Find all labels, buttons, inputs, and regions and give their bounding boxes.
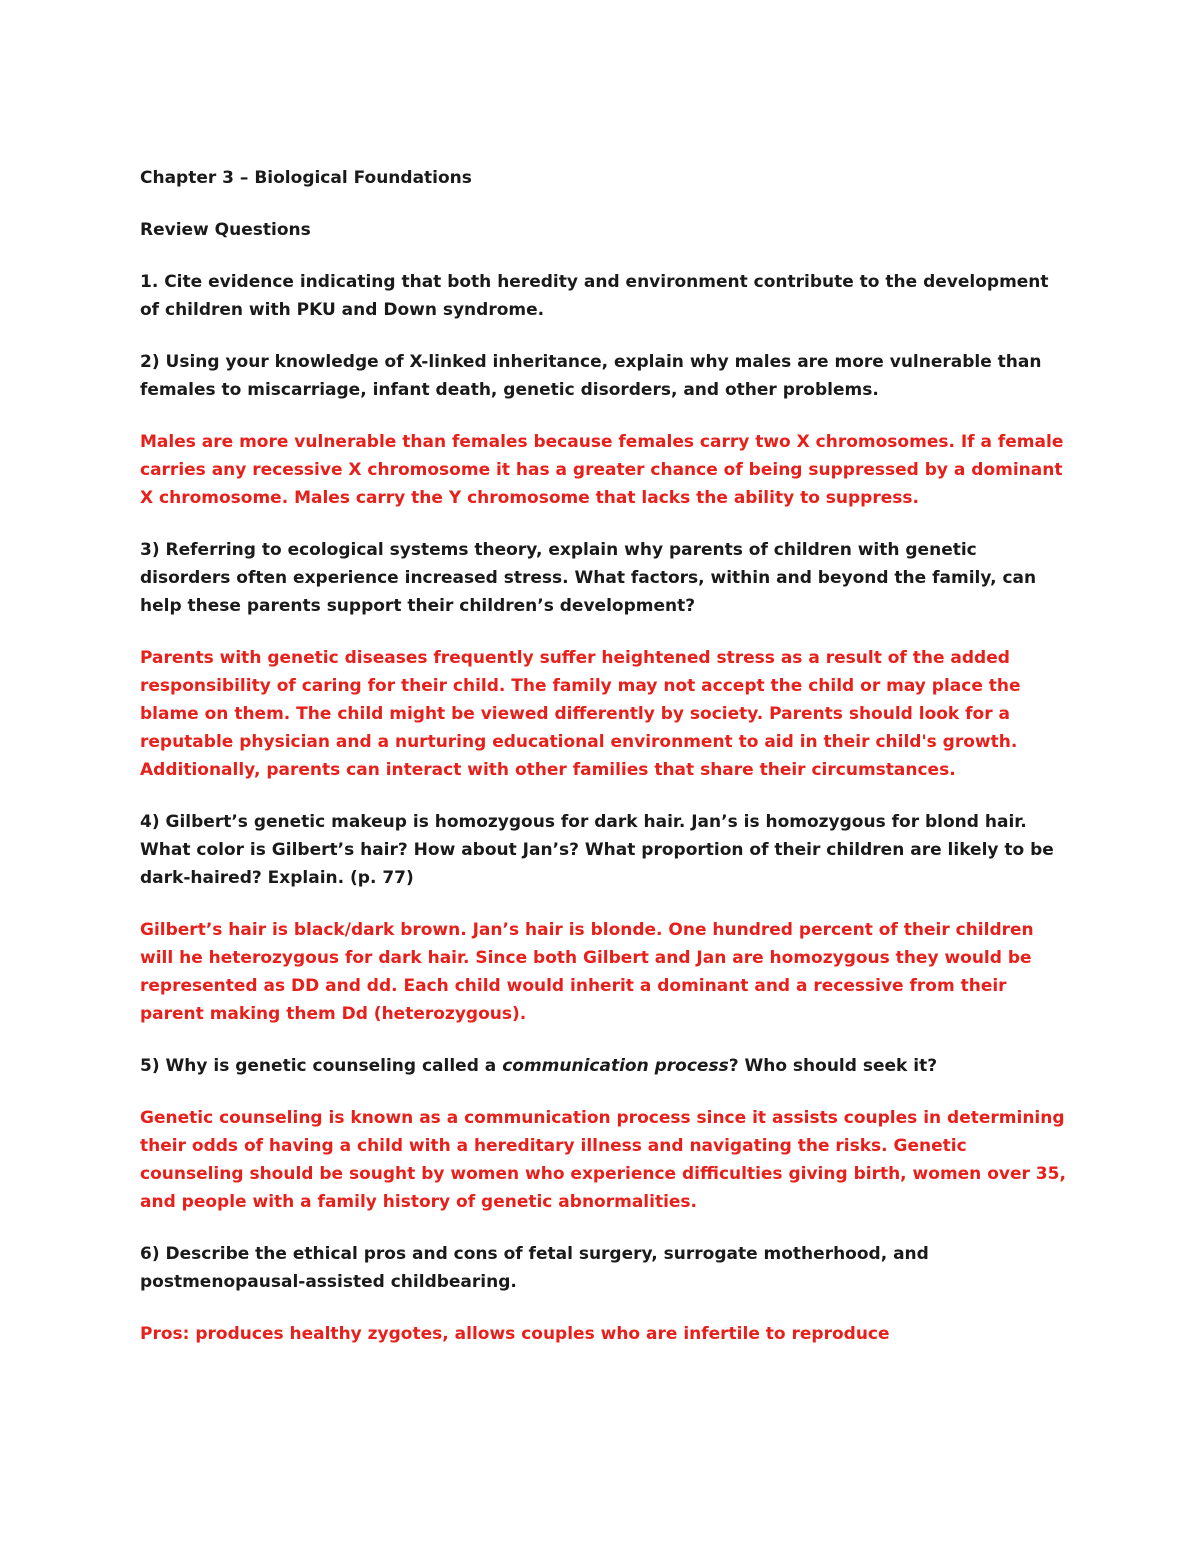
question-1: 1. Cite evidence indicating that both heredity and environment contribute to the development of children with PKU and Down syndrome. [140,272,1049,320]
answer-4: Gilbert’s hair is black/dark brown. Jan’s hair is blonde. One hundred percent of their children will he heterozygous for dark hair. Since both Gilbert and Jan are homozygous they would be represented as DD and dd. Each child would inherit a dominant and a recessive from their parent making them Dd (heterozygous). [140,920,1034,1024]
question-5-suffix: ? Who should seek it? [728,1056,938,1076]
question-3: 3) Referring to ecological systems theory, explain why parents of children with genetic disorders often experience increased stress. What factors, within and beyond the family, can help these parents support their children’s development? [140,540,1037,616]
answer-3: Parents with genetic diseases frequently suffer heightened stress as a result of the added responsibility of caring for their child. The family may not accept the child or may place the blame on them. The child might be viewed differently by society. Parents should look for a reputable physician and a nurturing educational environment to aid in their child's growth. Additionally, parents can interact with other families that share their circumstances. [140,648,1021,780]
question-5-emphasis: communication process [502,1056,729,1076]
answer-5: Genetic counseling is known as a communication process since it assists couples in determining their odds of having a child with a hereditary illness and navigating the risks. Genetic counseling should be sought by women who experience difficulties giving birth, women over 35, and people with a family history of genetic abnormalities. [140,1108,1066,1212]
answer-6: Pros: produces healthy zygotes, allows couples who are infertile to reproduce [140,1324,890,1344]
question-2: 2) Using your knowledge of X-linked inheritance, explain why males are more vulnerable than females to miscarriage, infant death, genetic disorders, and other problems. [140,352,1042,400]
question-5-prefix: 5) Why is genetic counseling called a [140,1056,503,1076]
question-6: 6) Describe the ethical pros and cons of fetal surgery, surrogate motherhood, and postmenopausal-assisted childbearing. [140,1244,929,1292]
question-4: 4) Gilbert’s genetic makeup is homozygous for dark hair. Jan’s is homozygous for blond hair. What color is Gilbert’s hair? How about Jan’s? What proportion of their children are likely to be dark-haired? Explain. (p. 77) [140,812,1054,888]
section-heading: Review Questions [140,220,311,240]
answer-2: Males are more vulnerable than females because females carry two X chromosomes. If a female carries any recessive X chromosome it has a greater chance of being suppressed by a dominant X chromosome. Males carry the Y chromosome that lacks the ability to suppress. [140,432,1064,508]
chapter-title: Chapter 3 – Biological Foundations [140,168,472,188]
question-5 [140,1052,1070,1080]
document-body [140,164,1070,1372]
